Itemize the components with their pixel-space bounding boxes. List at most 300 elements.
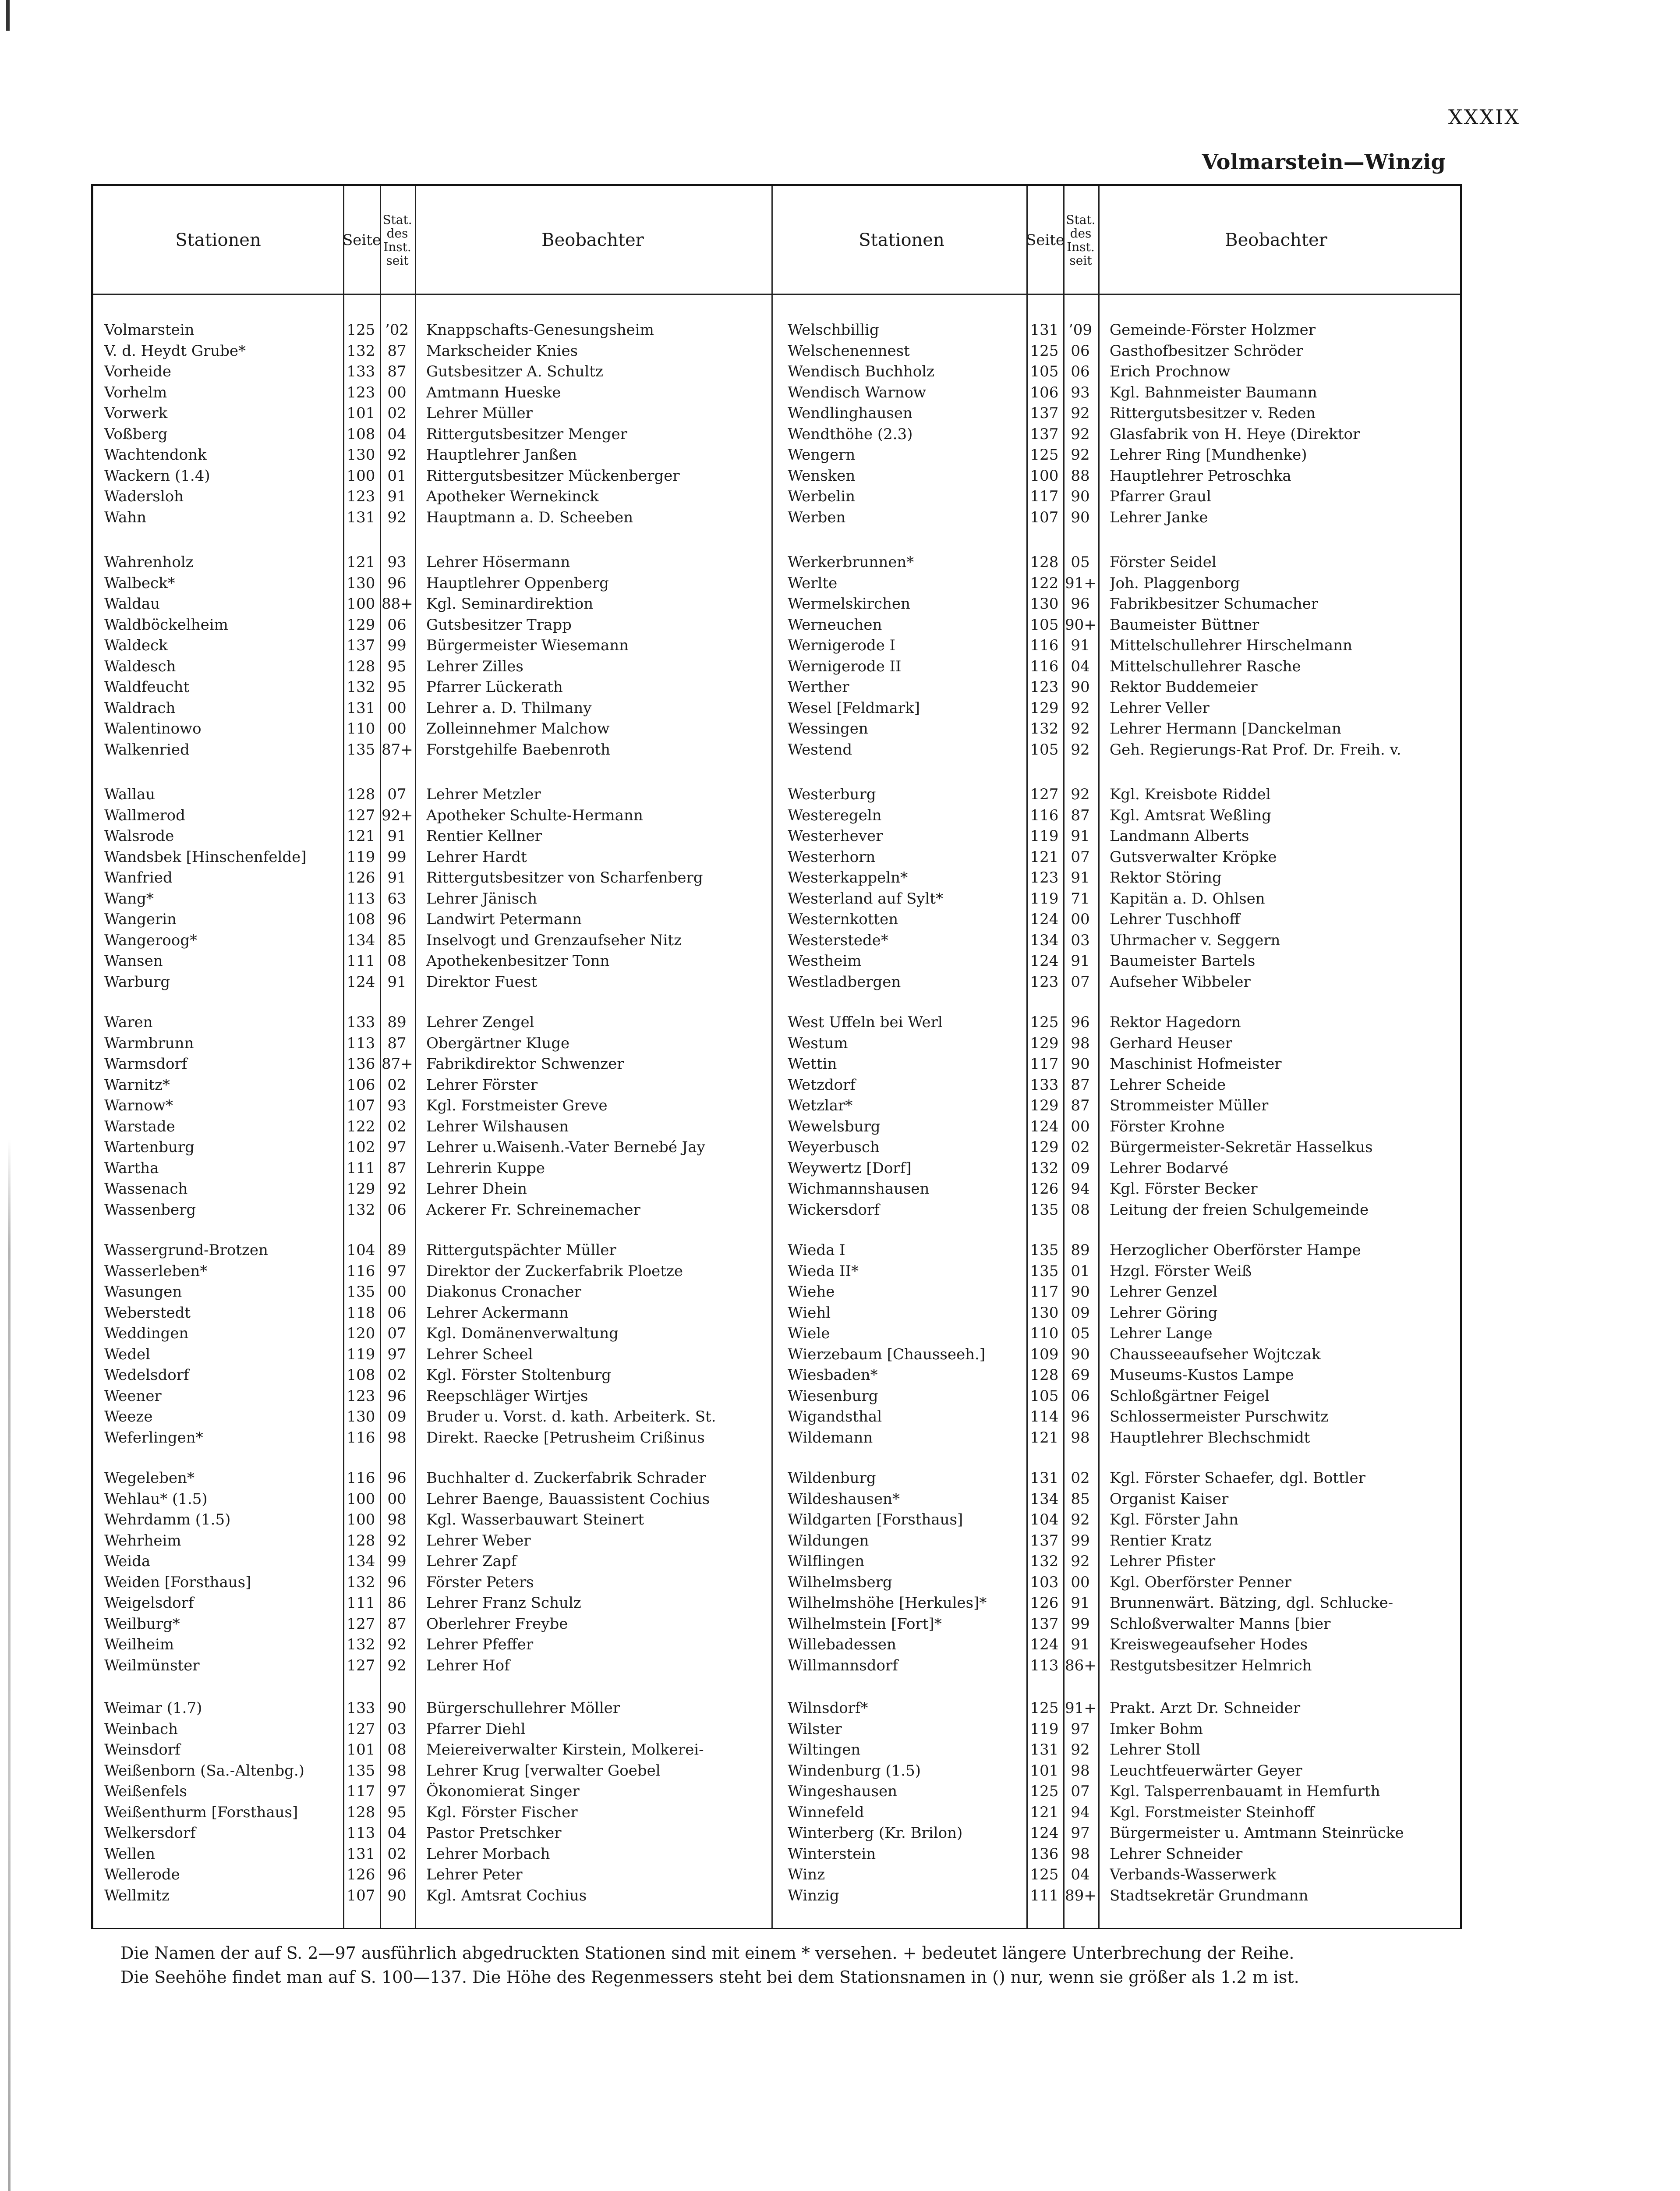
seite-value: 123 [347, 488, 375, 505]
seite-value: 123 [347, 1387, 375, 1405]
stat-seit-value: 00 [387, 699, 407, 717]
table-row [777, 868, 1460, 888]
seite-value: 135 [1030, 1201, 1059, 1219]
seite-value: 126 [1030, 1594, 1059, 1612]
beobachter-name: Uhrmacher v. Seggern [1110, 931, 1280, 949]
station-name: Wildeshausen* [788, 1490, 900, 1508]
table-row [93, 1844, 777, 1865]
station-name: Waldau [104, 595, 160, 613]
station-name: Weinsdorf [104, 1741, 180, 1758]
seite-value: 123 [1030, 973, 1059, 991]
table-row [777, 1656, 1460, 1676]
stat-seit-value: 04 [1071, 657, 1090, 675]
seite-value: 137 [1030, 425, 1059, 443]
beobachter-name: Lehrer Weber [426, 1532, 531, 1549]
seite-value: 129 [1030, 699, 1059, 717]
header-des: des [386, 226, 408, 241]
station-name: Wassergrund-Brotzen [104, 1241, 268, 1259]
station-name: Wettin [788, 1055, 837, 1073]
beobachter-name: Rittergutsbesitzer Mückenberger [426, 467, 680, 485]
seite-value: 110 [347, 720, 375, 737]
beobachter-name: Lehrer Zilles [426, 657, 523, 675]
stat-seit-value: 08 [387, 952, 407, 970]
table-row [777, 1740, 1460, 1760]
stat-seit-value: 97 [1071, 1720, 1090, 1738]
beobachter-name: Restgutsbesitzer Helmrich [1110, 1656, 1312, 1674]
seite-value: 131 [347, 508, 375, 526]
seite-value: 136 [347, 1055, 375, 1073]
seite-value: 111 [347, 1159, 375, 1177]
beobachter-name: Strommeister Müller [1110, 1097, 1269, 1114]
stat-seit-value: 88 [1071, 467, 1090, 485]
table-row [93, 1200, 777, 1220]
stat-seit-value: 91 [1071, 827, 1090, 845]
beobachter-name: Inselvogt und Grenzaufseher Nitz [426, 931, 682, 949]
seite-value: 123 [1030, 678, 1059, 696]
table-row [777, 1698, 1460, 1719]
station-name: Walkenried [104, 741, 190, 759]
table-row [777, 341, 1460, 362]
station-name: Wandsbek [Hinschenfelde] [104, 848, 307, 866]
beobachter-name: Lehrer Morbach [426, 1845, 550, 1863]
table-row [777, 1303, 1460, 1323]
stat-seit-value: 91+ [1065, 574, 1096, 592]
station-name: Wangerin [104, 911, 177, 928]
seite-value: 129 [1030, 1097, 1059, 1114]
table-row [93, 1261, 777, 1282]
beobachter-name: Rektor Hagedorn [1110, 1014, 1241, 1031]
stat-seit-value: 88+ [382, 595, 413, 613]
station-name: Weeze [104, 1408, 153, 1425]
table-row [93, 719, 777, 739]
table-row [93, 1117, 777, 1137]
beobachter-name: Förster Peters [426, 1573, 534, 1591]
scan-edge-shadow [8, 1139, 11, 2191]
stat-seit-value: 87+ [382, 1055, 413, 1073]
beobachter-name: Lehrer Metzler [426, 786, 541, 803]
station-name: Wichmannshausen [788, 1180, 930, 1198]
seite-value: 116 [1030, 806, 1059, 824]
station-name: Winzig [788, 1886, 839, 1904]
beobachter-name: Fabrikbesitzer Schumacher [1110, 595, 1318, 613]
station-name: Werben [788, 508, 846, 526]
station-name: Wahn [104, 508, 147, 526]
table-row [93, 972, 777, 993]
beobachter-name: Reepschläger Wirtjes [426, 1387, 588, 1405]
stat-seit-value: 63 [387, 890, 407, 908]
header-stat: Stat. [382, 212, 412, 227]
beobachter-name: Apotheker Schulte-Hermann [426, 806, 643, 824]
stat-seit-value: 07 [1071, 973, 1090, 991]
station-name: Weißenfels [104, 1783, 187, 1800]
table-row [777, 615, 1460, 635]
seite-value: 106 [1030, 383, 1059, 401]
stat-seit-value: 06 [1071, 342, 1090, 360]
table-row [93, 424, 777, 445]
beobachter-name: Lehrer Krug [verwalter Goebel [426, 1762, 661, 1780]
seite-value: 134 [1030, 931, 1059, 949]
table-row [93, 1386, 777, 1407]
table-row [93, 740, 777, 760]
stat-seit-value: 96 [387, 911, 407, 928]
station-name: Wiesbaden* [788, 1366, 878, 1384]
table-row [777, 740, 1460, 760]
seite-value: 133 [347, 1014, 375, 1031]
station-name: Wendisch Warnow [788, 383, 927, 401]
table-row [777, 320, 1460, 340]
stat-seit-value: 92 [387, 508, 407, 526]
table-row [93, 383, 777, 403]
table-row [777, 1054, 1460, 1074]
station-name: Windenburg (1.5) [788, 1762, 921, 1780]
station-name: Walbeck* [104, 574, 175, 592]
station-name: Weinbach [104, 1720, 178, 1738]
station-name: Wilhelmstein [Fort]* [788, 1615, 942, 1633]
stat-seit-value: 92 [387, 1180, 407, 1198]
header-seit: seit [1069, 253, 1092, 268]
stat-seit-value: 98 [387, 1429, 407, 1446]
seite-value: 107 [347, 1097, 375, 1114]
table-row [93, 656, 777, 677]
seite-value: 126 [1030, 1180, 1059, 1198]
station-name: Weilheim [104, 1636, 174, 1653]
seite-value: 129 [1030, 1034, 1059, 1052]
seite-value: 113 [347, 890, 375, 908]
stat-seit-value: 00 [387, 1283, 407, 1301]
beobachter-name: Kgl. Förster Jahn [1110, 1511, 1239, 1528]
beobachter-name: Kgl. Wasserbauwart Steinert [426, 1511, 644, 1528]
stat-seit-value: 91 [1071, 869, 1090, 886]
stat-seit-value: 02 [1071, 1469, 1090, 1487]
stat-seit-value: 98 [1071, 1034, 1090, 1052]
header-seite: Seite [1026, 231, 1065, 249]
stat-seit-value: ’09 [1068, 321, 1093, 339]
stat-seit-value: 09 [387, 1408, 407, 1425]
table-row [93, 1656, 777, 1676]
beobachter-name: Kgl. Bahnmeister Baumann [1110, 383, 1317, 401]
station-name: Weberstedt [104, 1304, 191, 1322]
stat-seit-value: 92 [1071, 741, 1090, 759]
beobachter-name: Hauptlehrer Oppenberg [426, 574, 609, 592]
beobachter-name: Kgl. Domänenverwaltung [426, 1325, 619, 1342]
stat-seit-value: 98 [1071, 1845, 1090, 1863]
beobachter-name: Gutsverwalter Kröpke [1110, 848, 1277, 866]
station-name: Westeregeln [788, 806, 882, 824]
beobachter-name: Lehrer Ring [Mundhenke) [1110, 446, 1307, 464]
station-name: Wachtendonk [104, 446, 207, 464]
beobachter-name: Pastor Pretschker [426, 1824, 562, 1842]
stat-seit-value: 95 [387, 1803, 407, 1821]
seite-value: 132 [1030, 720, 1059, 737]
seite-value: 105 [1030, 1387, 1059, 1405]
stat-seit-value: 05 [1071, 553, 1090, 571]
station-name: V. d. Heydt Grube* [104, 342, 246, 360]
station-name: Wansen [104, 952, 163, 970]
header-stat-des-inst-seit [381, 186, 414, 294]
table-row [93, 1033, 777, 1054]
seite-value: 114 [1030, 1408, 1059, 1425]
seite-value: 121 [1030, 1429, 1059, 1446]
beobachter-name: Lehrer Wilshausen [426, 1117, 569, 1135]
beobachter-name: Bürgermeister u. Amtmann Steinrücke [1110, 1824, 1404, 1842]
stat-seit-value: 04 [1071, 1866, 1090, 1883]
table-row [93, 403, 777, 424]
stat-seit-value: 98 [387, 1762, 407, 1780]
table-row [777, 805, 1460, 826]
stat-seit-value: 91 [1071, 952, 1090, 970]
station-name: Wartha [104, 1159, 159, 1177]
table-row [93, 1531, 777, 1551]
stat-seit-value: 96 [1071, 1014, 1090, 1031]
table-row [93, 784, 777, 805]
seite-value: 122 [1030, 574, 1059, 592]
station-name: Wasserleben* [104, 1262, 208, 1280]
table-left-half [93, 186, 777, 1928]
table-row [93, 486, 777, 507]
beobachter-name: Rentier Kellner [426, 827, 542, 845]
station-name: Wieda I [788, 1241, 845, 1259]
stat-seit-value: 91 [1071, 637, 1090, 654]
table-row [93, 930, 777, 951]
header-stat-des-inst-seit [1064, 186, 1097, 294]
table-row [93, 1179, 777, 1199]
seite-value: 110 [1030, 1325, 1059, 1342]
seite-value: 121 [347, 827, 375, 845]
station-name: Waldesch [104, 657, 176, 675]
stat-seit-value: 90 [387, 1699, 407, 1717]
station-name: Warnitz* [104, 1076, 170, 1094]
stat-seit-value: 92 [387, 1532, 407, 1549]
table-row [93, 615, 777, 635]
stat-seit-value: 97 [387, 1262, 407, 1280]
header-beobachter: Beobachter [541, 230, 644, 250]
header-stat: Stat. [1066, 212, 1096, 227]
seite-value: 120 [347, 1325, 375, 1342]
table-row [93, 1158, 777, 1179]
station-name: Willebadessen [788, 1636, 896, 1653]
seite-value: 102 [347, 1138, 375, 1156]
seite-value: 100 [347, 1490, 375, 1508]
table-row [93, 445, 777, 465]
beobachter-name: Schlossermeister Purschwitz [1110, 1408, 1329, 1425]
station-name: Wewelsburg [788, 1117, 881, 1135]
seite-value: 116 [347, 1469, 375, 1487]
stat-seit-value: 00 [1071, 1573, 1090, 1591]
seite-value: 131 [1030, 1741, 1059, 1758]
beobachter-name: Apotheker Wernekinck [426, 488, 599, 505]
stat-seit-value: 91 [387, 488, 407, 505]
table-row [777, 1823, 1460, 1844]
table-row [93, 1407, 777, 1427]
seite-value: 105 [1030, 741, 1059, 759]
beobachter-name: Bürgerschullehrer Möller [426, 1699, 620, 1717]
station-name: Weilmünster [104, 1656, 200, 1674]
seite-value: 130 [347, 446, 375, 464]
stat-seit-value: 02 [387, 1117, 407, 1135]
stat-seit-value: 87 [1071, 1076, 1090, 1094]
beobachter-name: Landmann Alberts [1110, 827, 1249, 845]
beobachter-name: Lehrer Peter [426, 1866, 523, 1883]
station-name: Wilster [788, 1720, 842, 1738]
stat-seit-value: 00 [387, 1490, 407, 1508]
beobachter-name: Bruder u. Vorst. d. kath. Arbeiterk. St. [426, 1408, 716, 1425]
station-name: Wellmitz [104, 1886, 170, 1904]
beobachter-name: Kreiswegeaufseher Hodes [1110, 1636, 1308, 1653]
stat-seit-value: 87 [387, 1615, 407, 1633]
beobachter-name: Kgl. Förster Fischer [426, 1803, 578, 1821]
stat-seit-value: 06 [1071, 1387, 1090, 1405]
beobachter-name: Lehrer Lange [1110, 1325, 1213, 1342]
table-row [777, 507, 1460, 528]
stat-seit-value: 92 [1071, 786, 1090, 803]
station-name: Weigelsdorf [104, 1594, 194, 1612]
header-seit: seit [386, 253, 409, 268]
table-row [93, 341, 777, 362]
beobachter-name: Chausseeaufseher Wojtczak [1110, 1345, 1321, 1363]
table-row [93, 909, 777, 930]
seite-value: 124 [1030, 952, 1059, 970]
beobachter-name: Kgl. Forstmeister Greve [426, 1097, 608, 1114]
station-name: Volmarstein [104, 321, 195, 339]
table-row [93, 573, 777, 594]
stat-seit-value: 06 [387, 1304, 407, 1322]
seite-value: 113 [1030, 1656, 1059, 1674]
seite-value: 100 [347, 595, 375, 613]
table-row [777, 1551, 1460, 1572]
stat-seit-value: 01 [387, 467, 407, 485]
table-row [93, 805, 777, 826]
station-name: Winz [788, 1866, 825, 1883]
beobachter-name: Erich Prochnow [1110, 363, 1231, 380]
seite-value: 132 [1030, 1553, 1059, 1570]
table-row [93, 1489, 777, 1510]
beobachter-name: Lehrerin Kuppe [426, 1159, 545, 1177]
stat-seit-value: 91 [387, 827, 407, 845]
seite-value: 107 [347, 1886, 375, 1904]
seite-value: 111 [1030, 1886, 1059, 1904]
seite-value: 123 [347, 383, 375, 401]
station-name: Westladbergen [788, 973, 901, 991]
beobachter-name: Lehrer Ackermann [426, 1304, 569, 1322]
station-name: Wildgarten [Forsthaus] [788, 1511, 963, 1528]
station-name: Waren [104, 1014, 153, 1031]
seite-value: 126 [347, 869, 375, 886]
header-seite: Seite [342, 231, 382, 249]
station-name: Werkerbrunnen* [788, 553, 914, 571]
stat-seit-value: 09 [1071, 1304, 1090, 1322]
station-name: Vorheide [104, 363, 171, 380]
station-name: Westerland auf Sylt* [788, 890, 943, 908]
station-name: Wendthöhe (2.3) [788, 425, 913, 443]
stat-seit-value: 90 [387, 1886, 407, 1904]
stat-seit-value: 00 [1071, 911, 1090, 928]
table-row [777, 573, 1460, 594]
beobachter-name: Brunnenwärt. Bätzing, dgl. Schlucke- [1110, 1594, 1394, 1612]
seite-value: 132 [347, 1636, 375, 1653]
station-name: Wensken [788, 467, 856, 485]
stat-seit-value: 08 [387, 1741, 407, 1758]
seite-value: 124 [1030, 911, 1059, 928]
table-row [777, 1117, 1460, 1137]
table-row [93, 635, 777, 656]
stat-seit-value: 90 [1071, 508, 1090, 526]
header-inst: Inst. [383, 239, 411, 254]
seite-value: 101 [1030, 1762, 1059, 1780]
seite-value: 100 [347, 467, 375, 485]
table-row [777, 383, 1460, 403]
table-row [93, 1012, 777, 1033]
seite-value: 117 [1030, 1055, 1059, 1073]
header-des: des [1070, 226, 1092, 241]
stat-seit-value: 95 [387, 657, 407, 675]
stat-seit-value: 69 [1071, 1366, 1090, 1384]
seite-value: 132 [347, 678, 375, 696]
beobachter-name: Pfarrer Graul [1110, 488, 1211, 505]
beobachter-name: Aufseher Wibbeler [1110, 973, 1251, 991]
seite-value: 133 [347, 1699, 375, 1717]
beobachter-name: Kgl. Oberförster Penner [1110, 1573, 1291, 1591]
stat-seit-value: 86 [387, 1594, 407, 1612]
stat-seit-value: 09 [1071, 1159, 1090, 1177]
stat-seit-value: 93 [387, 553, 407, 571]
header-stationen: Stationen [859, 230, 944, 250]
station-name: Vorhelm [104, 383, 167, 401]
station-name: Westerhorn [788, 848, 876, 866]
seite-value: 104 [347, 1241, 375, 1259]
beobachter-name: Direktor der Zuckerfabrik Ploetze [426, 1262, 683, 1280]
table-row [93, 1781, 777, 1802]
table-row [777, 656, 1460, 677]
seite-value: 135 [1030, 1262, 1059, 1280]
beobachter-name: Lehrer Zengel [426, 1014, 534, 1031]
header-stationen: Stationen [175, 230, 261, 250]
station-name: Welschbillig [788, 321, 879, 339]
seite-value: 130 [1030, 595, 1059, 613]
table-row [93, 1282, 777, 1302]
table-row [777, 1033, 1460, 1054]
table-row [93, 1740, 777, 1760]
station-name: Vorwerk [104, 404, 168, 422]
table-row [777, 1075, 1460, 1096]
stat-seit-value: 87 [1071, 806, 1090, 824]
beobachter-name: Lehrer Schneider [1110, 1845, 1243, 1863]
stat-seit-value: 92 [1071, 1741, 1090, 1758]
stat-seit-value: 99 [387, 1553, 407, 1570]
stat-seit-value: 02 [387, 1845, 407, 1863]
stat-seit-value: 87 [387, 342, 407, 360]
header-inst: Inst. [1067, 239, 1095, 254]
stat-seit-value: 97 [387, 1345, 407, 1363]
stat-seit-value: 06 [387, 1201, 407, 1219]
beobachter-name: Kgl. Förster Schaefer, dgl. Bottler [1110, 1469, 1365, 1487]
station-name: Wilnsdorf* [788, 1699, 868, 1717]
beobachter-name: Hauptlehrer Janßen [426, 446, 577, 464]
stat-seit-value: 91 [1071, 1636, 1090, 1653]
seite-value: 125 [1030, 1866, 1059, 1883]
stat-seit-value: 91 [387, 869, 407, 886]
station-name: Wetzlar* [788, 1097, 853, 1114]
beobachter-name: Lehrer Müller [426, 404, 533, 422]
table-row [777, 1802, 1460, 1823]
station-name: Westheim [788, 952, 862, 970]
table-row [93, 1075, 777, 1096]
seite-value: 125 [1030, 1014, 1059, 1031]
seite-value: 129 [347, 616, 375, 634]
seite-value: 131 [1030, 321, 1059, 339]
seite-value: 133 [1030, 1076, 1059, 1094]
stat-seit-value: 92 [1071, 404, 1090, 422]
table-row [777, 1489, 1460, 1510]
